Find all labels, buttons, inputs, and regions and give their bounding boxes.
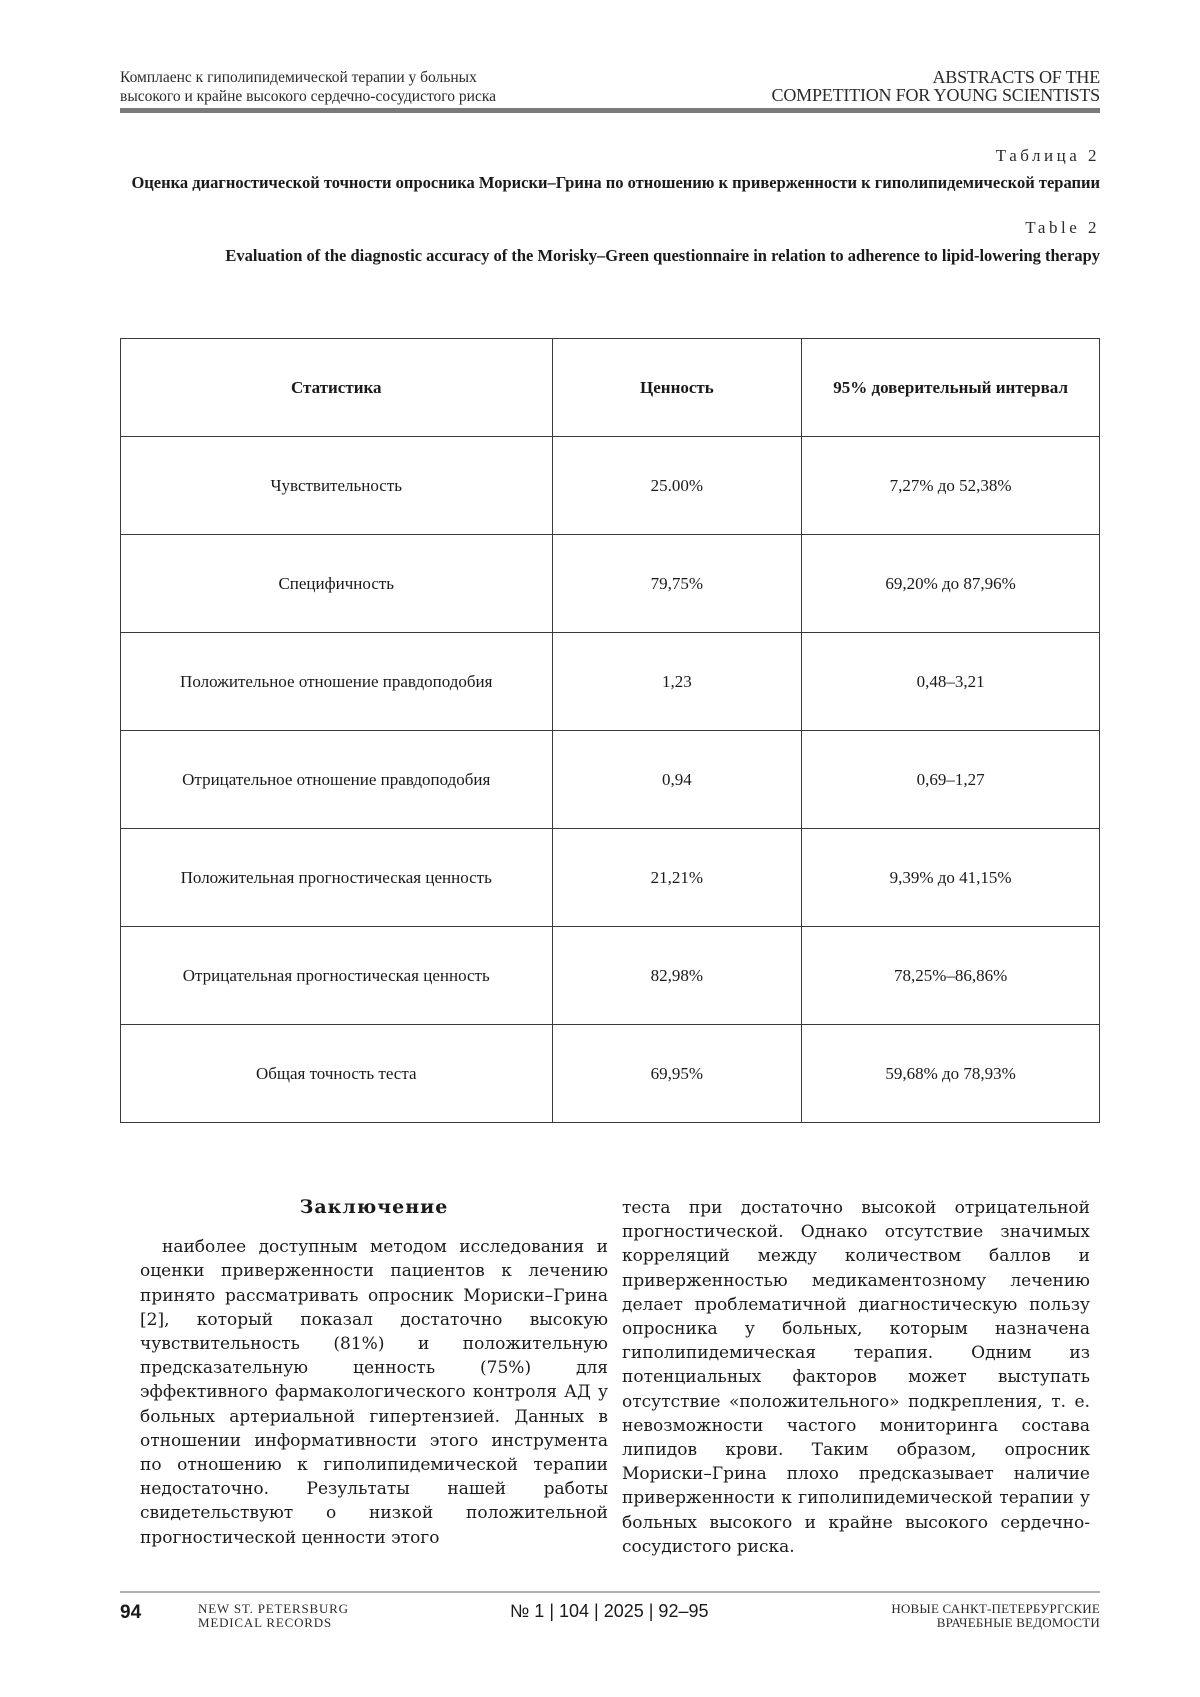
- column-header-ci: 95% доверительный интервал: [802, 339, 1100, 437]
- diagnostic-accuracy-table: [120, 338, 1100, 1123]
- value-cell: 82,98%: [552, 927, 802, 1025]
- table-label-ru: Таблица 2: [995, 146, 1100, 165]
- table-title-en: Evaluation of the diagnostic accuracy of the Morisky–Green questionnaire in relation to adherence to lipid-lowering therapy: [225, 246, 1100, 265]
- table-label-en: Table 2: [1025, 218, 1100, 237]
- ci-cell: 69,20% до 87,96%: [802, 535, 1100, 633]
- ci-cell: 9,39% до 41,15%: [802, 829, 1100, 927]
- statistic-cell: Отрицательная прогностическая ценность: [121, 927, 553, 1025]
- table-row: [121, 633, 1100, 731]
- statistic-cell: Общая точность теста: [121, 1025, 553, 1123]
- statistic-cell: Положительное отношение правдоподобия: [121, 633, 553, 731]
- conclusion-left-column: [140, 1195, 608, 1550]
- ci-cell: 78,25%–86,86%: [802, 927, 1100, 1025]
- ci-cell: 59,68% до 78,93%: [802, 1025, 1100, 1123]
- section-title-line2: COMPETITION FOR YOUNG SCIENTISTS: [771, 85, 1100, 105]
- table-row: [121, 1025, 1100, 1123]
- table-row: [121, 731, 1100, 829]
- table-row: [121, 437, 1100, 535]
- conclusion-right-column: [622, 1196, 1090, 1559]
- column-header-statistic: Статистика: [121, 339, 553, 437]
- footer-divider: [120, 1591, 1100, 1593]
- issue-info: № 1 | 104 | 2025 | 92–95: [510, 1601, 709, 1621]
- value-cell: 1,23: [552, 633, 802, 731]
- table-row: [121, 927, 1100, 1025]
- value-cell: 21,21%: [552, 829, 802, 927]
- statistic-cell: Положительная прогностическая ценность: [121, 829, 553, 927]
- value-cell: 79,75%: [552, 535, 802, 633]
- journal-name-en-line1: NEW ST. PETERSBURG: [198, 1601, 349, 1616]
- running-header: [120, 68, 1100, 112]
- ci-cell: 7,27% до 52,38%: [802, 437, 1100, 535]
- journal-name-ru: [891, 1602, 1100, 1630]
- page-number: 94: [120, 1602, 142, 1623]
- ci-cell: 0,69–1,27: [802, 731, 1100, 829]
- column-header-value: Ценность: [552, 339, 802, 437]
- article-short-title: [120, 68, 496, 106]
- header-divider: [120, 108, 1100, 113]
- table-row: [121, 829, 1100, 927]
- conclusion-heading: Заключение: [299, 1196, 449, 1218]
- table-title-ru: Оценка диагностической точности опросника Мориски–Грина по отношению к приверженности к гиполипидемической терапии: [131, 173, 1100, 192]
- value-cell: 0,94: [552, 731, 802, 829]
- conclusion-paragraph: наиболее доступным методом исследования и оценки приверженности пациентов к лечению принято рассматривать опросник Мориски–Грина [2], который показал достаточно высокую чувствительность (81%) и положительную предсказательную ценность (75%) для эффективного фармакологического контроля АД у больных артериальной гипертензией. Данных в отношении информативности этого инструмента по отношению к гиполипидемической терапии недостаточно. Результаты нашей работы свидетельствуют о низкой положительной прогностической ценности этого: [140, 1237, 608, 1548]
- section-title-line1: ABSTRACTS OF THE: [932, 67, 1100, 87]
- journal-name-ru-line2: ВРАЧЕБНЫЕ ВЕДОМОСТИ: [936, 1615, 1100, 1630]
- article-short-title-line1: Комплаенс к гиполипидемической терапии у больных: [120, 69, 477, 86]
- table-header-row: [121, 339, 1100, 437]
- section-title: [772, 68, 1100, 104]
- conclusion-paragraph-continued: теста при достаточно высокой отрицательной прогностической. Однако отсутствие значимых корреляций между количеством баллов и приверженностью медикаментозному лечению делает проблематичной диагностическую пользу опросника у больных, которым назначена гиполипидемическая терапия. Одним из потенциальных факторов может выступать отсутствие «положительного» подкрепления, т. е. невозможности частого мониторинга состава липидов крови. Таким образом, опросник Мориски–Грина плохо предсказывает наличие приверженности к гиполипидемической терапии у больных высокого и крайне высокого сердечно-сосудистого риска.: [622, 1198, 1090, 1557]
- value-cell: 69,95%: [552, 1025, 802, 1123]
- journal-name-ru-line1: НОВЫЕ САНКТ-ПЕТЕРБУРГСКИЕ: [891, 1601, 1100, 1616]
- statistic-cell: Отрицательное отношение правдоподобия: [121, 731, 553, 829]
- statistic-cell: Специфичность: [121, 535, 553, 633]
- ci-cell: 0,48–3,21: [802, 633, 1100, 731]
- article-short-title-line2: высокого и крайне высокого сердечно-сосудистого риска: [120, 88, 496, 105]
- journal-name-en-line2: MEDICAL RECORDS: [198, 1615, 332, 1630]
- table-row: [121, 535, 1100, 633]
- journal-name-en: [198, 1602, 349, 1630]
- value-cell: 25.00%: [552, 437, 802, 535]
- statistic-cell: Чувствительность: [121, 437, 553, 535]
- page-footer: [120, 1600, 1100, 1640]
